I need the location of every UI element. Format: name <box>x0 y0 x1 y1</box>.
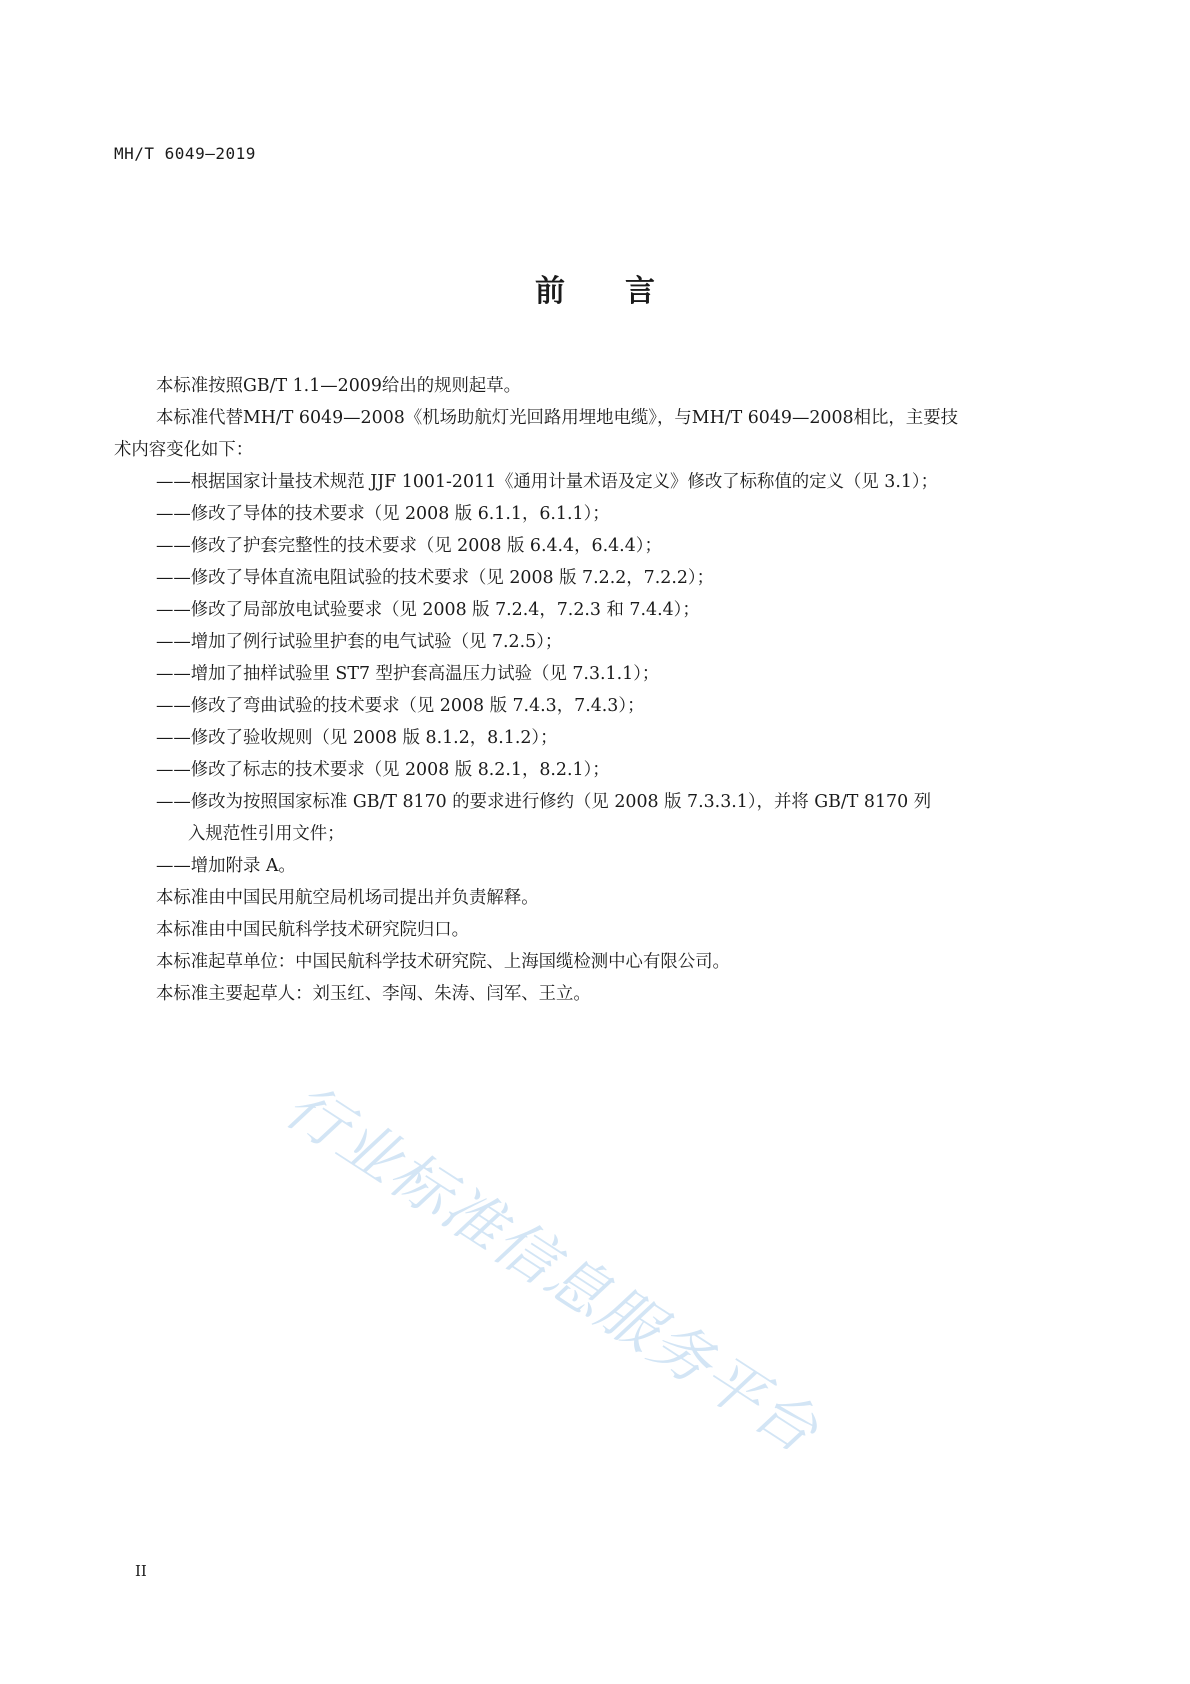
centralized-unit-paragraph: 本标准由中国民航科学技术研究院归口。 <box>156 920 470 940</box>
change-item: ——增加了例行试验里护套的电气试验（见 7.2.5）； <box>156 632 563 652</box>
replacement-paragraph-cont: 术内容变化如下： <box>114 440 254 460</box>
change-item: ——增加附录 A。 <box>156 856 296 876</box>
change-item: ——修改了导体的技术要求（见 2008 版 6.1.1，6.1.1）； <box>156 504 610 524</box>
drafting-units-paragraph: 本标准起草单位：中国民航科学技术研究院、上海国缆检测中心有限公司。 <box>156 952 730 972</box>
page-title: 前 言 <box>535 274 655 309</box>
document-body <box>114 370 1058 1010</box>
change-item: ——修改了导体直流电阻试验的技术要求（见 2008 版 7.2.2，7.2.2）； <box>156 568 715 588</box>
standard-code: MH/T 6049—2019 <box>114 144 256 163</box>
change-item: ——修改了弯曲试验的技术要求（见 2008 版 7.4.3，7.4.3）； <box>156 696 645 716</box>
proposer-paragraph: 本标准由中国民用航空局机场司提出并负责解释。 <box>156 888 539 908</box>
page-number: II <box>135 1562 147 1580</box>
change-item: ——修改了局部放电试验要求（见 2008 版 7.2.4，7.2.3 和 7.4.4）； <box>156 600 700 620</box>
change-item: ——修改了护套完整性的技术要求（见 2008 版 6.4.4，6.4.4）； <box>156 536 662 556</box>
change-item: ——修改了标志的技术要求（见 2008 版 8.2.1，8.2.1）； <box>156 760 610 780</box>
change-item: ——修改了验收规则（见 2008 版 8.1.2，8.1.2）； <box>156 728 558 748</box>
change-item: ——根据国家计量技术规范 JJF 1001-2011《通用计量术语及定义》修改了标称值的定义（见 3.1）； <box>156 472 939 492</box>
change-item: ——修改为按照国家标准 GB/T 8170 的要求进行修约（见 2008 版 7.3.3.1），并将 GB/T 8170 列 <box>156 792 932 812</box>
replacement-paragraph: 本标准代替MH/T 6049—2008《机场助航灯光回路用埋地电缆》，与MH/T 6049—2008相比，主要技 <box>156 408 958 428</box>
change-item: ——增加了抽样试验里 ST7 型护套高温压力试验（见 7.3.1.1）； <box>156 664 660 684</box>
drafters-paragraph: 本标准主要起草人：刘玉红、李闯、朱涛、闫军、王立。 <box>156 984 591 1004</box>
watermark: 行业标准信息服务平台 <box>272 1070 831 1468</box>
drafting-rules-paragraph: 本标准按照GB/T 1.1—2009给出的规则起草。 <box>156 376 522 396</box>
change-item-cont: 入规范性引用文件； <box>188 824 345 844</box>
